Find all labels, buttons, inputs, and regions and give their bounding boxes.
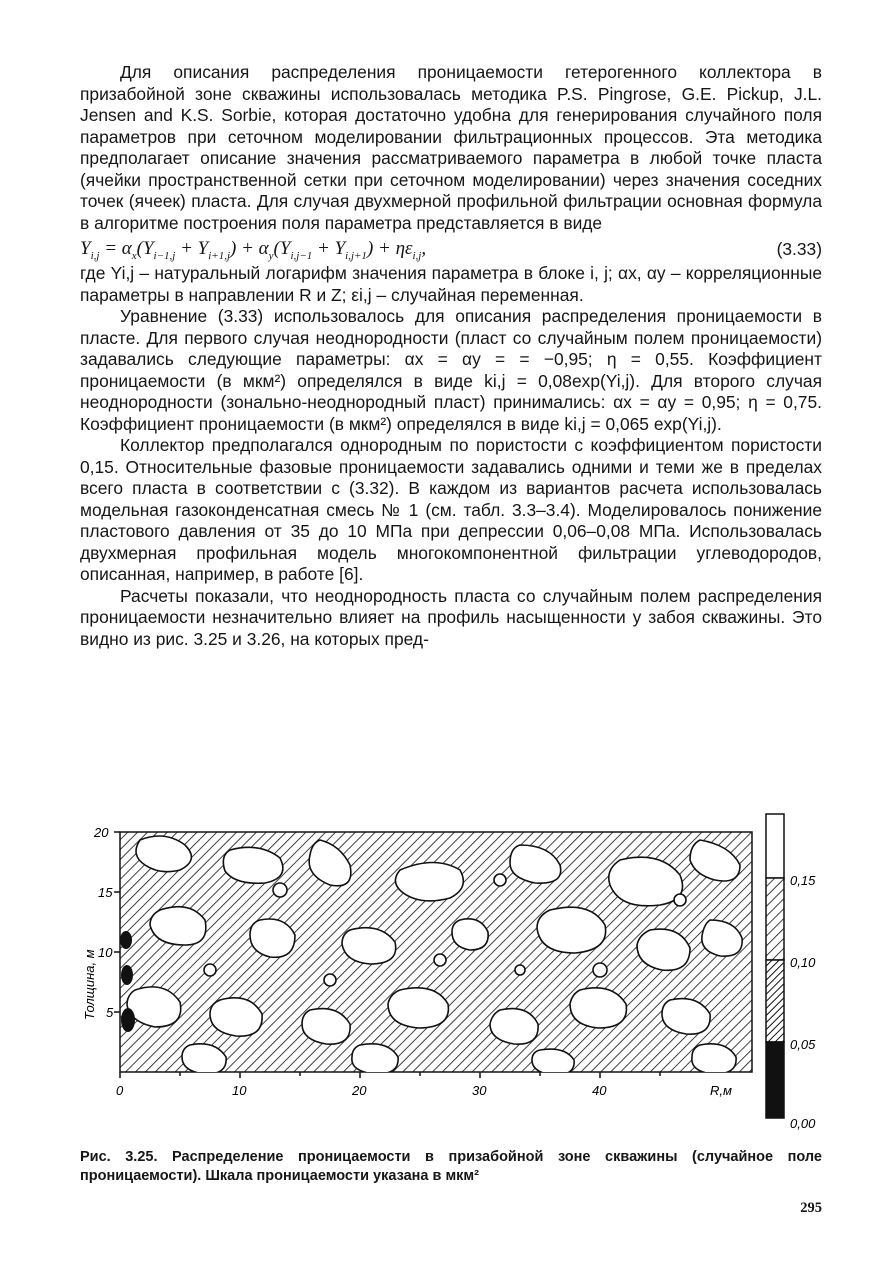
formula-number: (3.33) — [776, 239, 822, 259]
y-tick-20: 20 — [94, 825, 109, 840]
scale-label-015: 0,15 — [790, 873, 816, 888]
page-number: 295 — [800, 1200, 822, 1216]
paragraph-5: Расчеты показали, что неоднородность пласта со случайным полем распределения проницаемости незначительно влияет на профиль насыщенности у забоя скважины. Это видно из рис. 3.25 и 3.26, на которых пред- — [80, 585, 822, 649]
x-tick-40: 40 — [592, 1083, 607, 1098]
y-tick-5: 5 — [106, 1005, 114, 1020]
x-axis-label: R,м — [710, 1083, 732, 1098]
figure-caption: Рис. 3.25. Распределение проницаемости в призабойной зоне скважины (случайное поле проницаемости). Шкала проницаемости указана в мкм² — [80, 1149, 822, 1184]
text-block — [80, 62, 822, 650]
permeability-scale — [766, 814, 784, 1118]
paragraph-4: Коллектор предполагался однородным по пористости с коэффициентом пористости 0,15. Относительные фазовые проницаемости задавались одними и теми же в пределах всего пласта в соответствии с (3.32). В каждом из вариантов расчета использовалась модельная газоконденсатная смесь № 1 (см. табл. 3.3–3.4). Моделировалось понижение пластового давления от 35 до 10 МПа при депрессии 0,06–0,08 МПа. Использовалась двухмерная профильная модель многокомпонентной фильтрации углеводородов, описанная, например, в работе [6]. — [80, 435, 822, 584]
scale-label-005: 0,05 — [790, 1037, 816, 1052]
y-axis-label: Толщина, м — [82, 949, 97, 1020]
y-tick-15: 15 — [98, 885, 113, 900]
scale-label-010: 0,10 — [790, 955, 816, 970]
permeability-figure — [80, 810, 840, 1140]
y-tick-10: 10 — [98, 945, 113, 960]
x-tick-0: 0 — [116, 1083, 124, 1098]
paragraph-2: где Yi,j – натуральный логарифм значения параметра в блоке i, j; αx, αy – корреляционные параметры в направлении R и Z; εi,j – случайная переменная. — [80, 263, 822, 305]
scale-label-000: 0,00 — [790, 1116, 816, 1131]
x-tick-20: 20 — [352, 1083, 367, 1098]
formula-text: $Y_{i,j} = \alpha_x(Y_{i-1,j} + Y_{i+1,j}) + \alpha_y(Y_{i,j-1} + Y_{i,j+1}) + \eta\varepsilon_{i,j}$, — [80, 238, 427, 262]
permeability-map — [80, 810, 840, 1140]
formula-3-33 — [80, 237, 822, 261]
paragraph-3: Уравнение (3.33) использовалось для описания распределения проницаемости в пласте. Для первого случая неоднородности (пласт со случайным полем проницаемости) задавались следующие параметры: αx = αy = = −0,95; η = 0,55. Коэффициент проницаемости (в мкм²) определялся в виде ki,j = 0,08exp(Yi,j). Для второго случая неоднородности (зонально-неоднородный пласт) принимались: αx = αy = 0,95; η = 0,75. Коэффициент проницаемости (в мкм²) определялся в виде ki,j = 0,065 exp(Yi,j). — [80, 306, 822, 434]
x-tick-30: 30 — [472, 1083, 487, 1098]
paragraph-1: Для описания распределения проницаемости гетерогенного коллектора в призабойной зоне скважины использовалась методика P.S. Pingrose, G.E. Pickup, J.L. Jensen and K.S. Sorbie, которая достаточно удобна для генерирования случайного поля параметров при сеточном моделировании фильтрационных процессов. Эта методика предполагает описание значения рассматриваемого параметра в любой точке пласта (ячейки пространственной сетки при сеточном моделировании) через значения соседних точек (ячеек) пласта. Для случая двухмерной профильной фильтрации основная формула в алгоритме построения поля параметра представляется в виде — [80, 62, 822, 233]
x-tick-10: 10 — [232, 1083, 247, 1098]
